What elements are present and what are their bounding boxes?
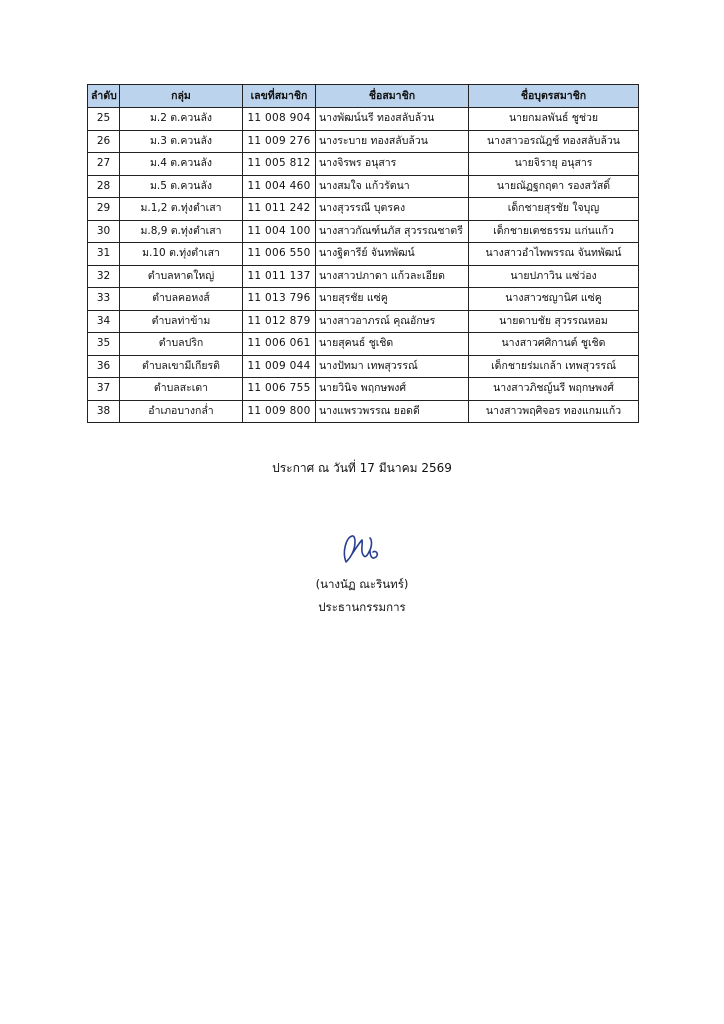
signatory-title: ประธานกรรมการ xyxy=(318,600,406,614)
cell-group: ม.5 ต.ควนลัง xyxy=(120,175,243,198)
cell-group: ม.2 ต.ควนลัง xyxy=(120,108,243,131)
cell-group: ม.8,9 ต.ทุ่งตำเสา xyxy=(120,220,243,243)
table-row xyxy=(88,108,639,131)
cell-member-name: นายสุรชัย แซ่คู xyxy=(316,288,469,311)
cell-group: ตำบลเขามีเกียรติ xyxy=(120,355,243,378)
cell-member-name: นางสาวอาภรณ์ คุณอักษร xyxy=(316,310,469,333)
cell-no: 38 xyxy=(88,400,120,423)
cell-group: ม.1,2 ต.ทุ่งตำเสา xyxy=(120,198,243,221)
cell-member-name: นางสาวปภาดา แก้วละเอียด xyxy=(316,265,469,288)
table-row xyxy=(88,243,639,266)
table-row xyxy=(88,175,639,198)
table-row xyxy=(88,310,639,333)
header-member-id: เลขที่สมาชิก xyxy=(243,85,316,108)
cell-no: 35 xyxy=(88,333,120,356)
cell-child-name: นางสาวศศิกานต์ ชูเชิด xyxy=(469,333,639,356)
table-row xyxy=(88,265,639,288)
cell-group: ตำบลสะเดา xyxy=(120,378,243,401)
cell-member-name: นางสมใจ แก้วรัตนา xyxy=(316,175,469,198)
cell-child-name: เด็กชายเตชธรรม แก่นแก้ว xyxy=(469,220,639,243)
header-child-name: ชื่อบุตรสมาชิก xyxy=(469,85,639,108)
cell-member-id: 11 006 550 xyxy=(243,243,316,266)
cell-no: 29 xyxy=(88,198,120,221)
cell-child-name: นางสาวชญานิศ แซ่คู xyxy=(469,288,639,311)
cell-member-id: 11 009 044 xyxy=(243,355,316,378)
cell-group: ม.10 ต.ทุ่งตำเสา xyxy=(120,243,243,266)
cell-member-id: 11 005 812 xyxy=(243,153,316,176)
cell-group: ม.4 ต.ควนลัง xyxy=(120,153,243,176)
table-row xyxy=(88,198,639,221)
cell-member-id: 11 009 800 xyxy=(243,400,316,423)
table-body xyxy=(88,108,639,423)
cell-member-name: นางสุวรรณี บุตรคง xyxy=(316,198,469,221)
cell-member-id: 11 011 242 xyxy=(243,198,316,221)
cell-member-id: 11 006 061 xyxy=(243,333,316,356)
cell-child-name: นายดาบชัย สุวรรณหอม xyxy=(469,310,639,333)
cell-group: ตำบลท่าข้าม xyxy=(120,310,243,333)
table-row xyxy=(88,355,639,378)
header-member-name: ชื่อสมาชิก xyxy=(316,85,469,108)
cell-member-name: นางระบาย ทองสลับล้วน xyxy=(316,130,469,153)
cell-child-name: นายณัฏฐกฤตา รองสวัสดิ์ xyxy=(469,175,639,198)
cell-child-name: นางสาวภิชญ์นรี พฤกษพงศ์ xyxy=(469,378,639,401)
cell-member-name: นางปัทมา เทพสุวรรณ์ xyxy=(316,355,469,378)
cell-member-id: 11 004 100 xyxy=(243,220,316,243)
table-row xyxy=(88,400,639,423)
cell-child-name: เด็กชายร่มเกล้า เทพสุวรรณ์ xyxy=(469,355,639,378)
cell-member-name: นางแพรวพรรณ ยอดดี xyxy=(316,400,469,423)
cell-member-id: 11 011 137 xyxy=(243,265,316,288)
table-row xyxy=(88,378,639,401)
cell-member-name: นายสุคนธ์ ชูเชิด xyxy=(316,333,469,356)
cell-no: 25 xyxy=(88,108,120,131)
cell-member-name: นางฐิตารีย์ จันทพัฒน์ xyxy=(316,243,469,266)
cell-no: 33 xyxy=(88,288,120,311)
cell-member-name: นายวินิจ พฤกษพงศ์ xyxy=(316,378,469,401)
cell-child-name: นางสาวพฤศิจอร ทองแกมแก้ว xyxy=(469,400,639,423)
cell-no: 26 xyxy=(88,130,120,153)
cell-no: 30 xyxy=(88,220,120,243)
cell-no: 32 xyxy=(88,265,120,288)
cell-member-id: 11 009 276 xyxy=(243,130,316,153)
member-table xyxy=(87,84,639,423)
announcement-date: ประกาศ ณ วันที่ 17 มีนาคม 2569 xyxy=(272,461,452,475)
cell-child-name: นายกมลพันธ์ ชูช่วย xyxy=(469,108,639,131)
cell-no: 37 xyxy=(88,378,120,401)
cell-member-name: นางสาวกัณฑ์นภัส สุวรรณชาตรี xyxy=(316,220,469,243)
cell-member-name: นางจิรพร อนุสาร xyxy=(316,153,469,176)
cell-no: 31 xyxy=(88,243,120,266)
cell-group: ตำบลปริก xyxy=(120,333,243,356)
table-row xyxy=(88,220,639,243)
cell-child-name: นายจิรายุ อนุสาร xyxy=(469,153,639,176)
cell-member-id: 11 008 904 xyxy=(243,108,316,131)
signatory-name: (นางนัฏ ณะรินทร์) xyxy=(315,577,409,591)
cell-member-id: 11 012 879 xyxy=(243,310,316,333)
cell-child-name: เด็กชายสุรชัย ใจบุญ xyxy=(469,198,639,221)
header-group: กลุ่ม xyxy=(120,85,243,108)
cell-child-name: นายปภาวิน แซ่ว่อง xyxy=(469,265,639,288)
cell-group: อำเภอบางกล่ำ xyxy=(120,400,243,423)
cell-no: 27 xyxy=(88,153,120,176)
cell-member-id: 11 006 755 xyxy=(243,378,316,401)
cell-member-id: 11 004 460 xyxy=(243,175,316,198)
table-row xyxy=(88,153,639,176)
cell-child-name: นางสาวอำไพพรรณ จันทพัฒน์ xyxy=(469,243,639,266)
header-no: ลำดับ xyxy=(88,85,120,108)
cell-group: ม.3 ต.ควนลัง xyxy=(120,130,243,153)
table-row xyxy=(88,288,639,311)
signature-mark xyxy=(336,530,386,570)
cell-no: 28 xyxy=(88,175,120,198)
cell-member-id: 11 013 796 xyxy=(243,288,316,311)
cell-group: ตำบลหาดใหญ่ xyxy=(120,265,243,288)
table-row xyxy=(88,333,639,356)
cell-no: 36 xyxy=(88,355,120,378)
cell-child-name: นางสาวอรณัฎช์ ทองสลับล้วน xyxy=(469,130,639,153)
cell-group: ตำบลคอหงส์ xyxy=(120,288,243,311)
table-header-row xyxy=(88,85,639,108)
table-row xyxy=(88,130,639,153)
cell-member-name: นางพัฒน์นรี ทองสลับล้วน xyxy=(316,108,469,131)
cell-no: 34 xyxy=(88,310,120,333)
